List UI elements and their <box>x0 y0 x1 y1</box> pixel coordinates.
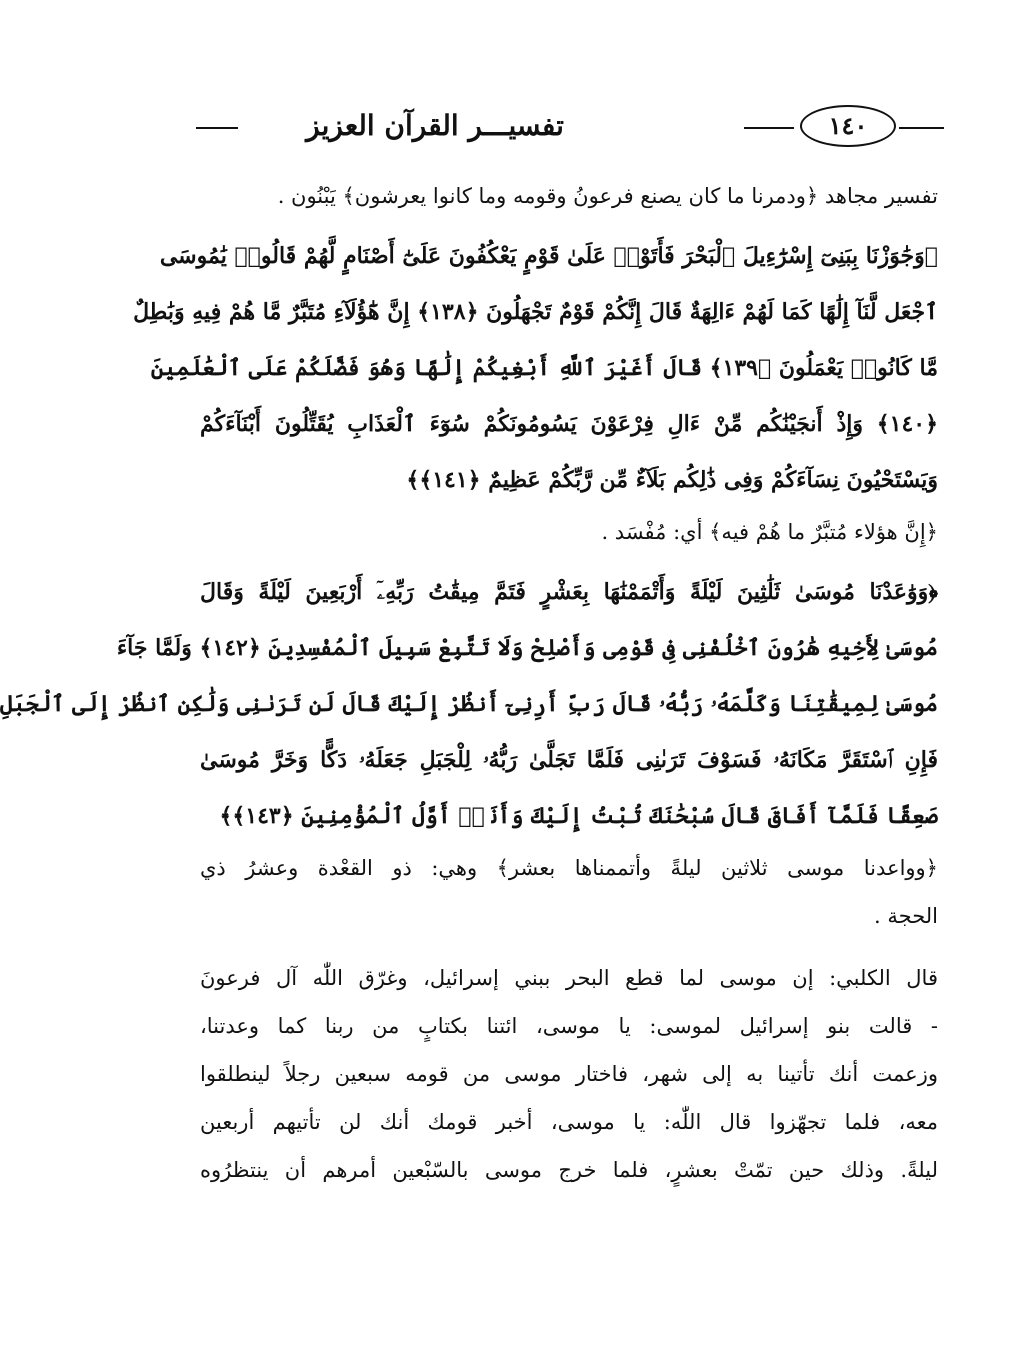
verse-line: ٱجْعَل لَّنَآ إِلَٰهًا كَمَا لَهُمْ ءَالِهَةٌ قَالَ إِنَّكُمْ قَوْمٌ تَجْهَلُونَ ﴿١٣٨﴾ إِنَّ هَٰٓؤُلَآءِ مُتَبَّرٌ مَّا هُمْ فِيهِ وَبَٰطِلٌ <box>133 299 938 325</box>
prose-paragraph <box>200 954 938 1194</box>
text-line: ﴿وواعدنا موسى ثلاثين ليلةً وأتممناها بعشر﴾ وهي: ذو القعْدة وعشرُ ذي <box>200 856 938 880</box>
quran-verse-block <box>0 564 938 844</box>
text-line: معه، فلما تجهّزوا قال اللّٰه: يا موسى، أخبر قومك أنك لن تأتيهم أربعين <box>200 1110 938 1134</box>
text-line: ليلةً. وذلك حين تمّتْ بعشرٍ، فلما خرج موسى بالسّبْعين أمرهم أن ينتظرُوه <box>200 1158 938 1182</box>
verse-line: مُوسَىٰ لِمِيقَٰتِنَا وَكَلَّمَهُۥ رَبُّهُۥ قَالَ رَبِّ أَرِنِىٓ أَنظُرْ إِلَيْكَ قَالَ لَن تَرَىٰنِى وَلَٰكِنِ ٱنظُرْ إِلَى ٱلْجَبَلِ <box>0 691 938 717</box>
verse-line: مُوسَىٰ لِأَخِيهِ هَٰرُونَ ٱخْلُفْنِى فِى قَوْمِى وَأَصْلِحْ وَلَا تَتَّبِعْ سَبِيلَ ٱلْمُفْسِدِينَ ﴿١٤٢﴾ وَلَمَّا جَآءَ <box>116 635 938 661</box>
prose-paragraph <box>200 508 938 556</box>
verse-line: صَعِقًا فَلَمَّآ أَفَاقَ قَالَ سُبْحَٰنَكَ تُبْتُ إِلَيْكَ وَأَنَا۠ أَوَّلُ ٱلْمُؤْمِنِينَ ﴿١٤٣﴾﴾ <box>219 803 938 829</box>
verse-line: ﴿وَجَٰوَزْنَا بِبَنِىٓ إِسْرَٰٓءِيلَ ٱلْبَحْرَ فَأَتَوْا۟ عَلَىٰ قَوْمٍ يَعْكُفُونَ عَلَىٰٓ أَصْنَامٍ لَّهُمْ قَالُوا۟ يَٰمُوسَى <box>159 243 938 269</box>
verse-line: مَّا كَانُوا۟ يَعْمَلُونَ ﴿١٣٩﴾ قَالَ أَغَيْرَ ٱللَّهِ أَبْغِيكُمْ إِلَٰهًا وَهُوَ فَضَّلَكُمْ عَلَى ٱلْعَٰلَمِينَ <box>150 355 938 381</box>
text-line: - قالت بنو إسرائيل لموسى: يا موسى، ائتنا بكتابٍ من ربنا كما وعدتنا، <box>200 1014 938 1038</box>
page-header <box>196 98 944 158</box>
verse-line: ﴿وَوَٰعَدْنَا مُوسَىٰ ثَلَٰثِينَ لَيْلَةً وَأَتْمَمْنَٰهَا بِعَشْرٍ فَتَمَّ مِيقَٰتُ رَبِّهِۦٓ أَرْبَعِينَ لَيْلَةً وَقَالَ <box>200 579 938 605</box>
verse-line: فَإِنِ ٱسْتَقَرَّ مَكَانَهُۥ فَسَوْفَ تَرَىٰنِى فَلَمَّا تَجَلَّىٰ رَبُّهُۥ لِلْجَبَلِ جَعَلَهُۥ دَكًّا وَخَرَّ مُوسَىٰ <box>200 747 938 773</box>
header-rule-middle <box>744 127 794 129</box>
page-body <box>0 172 938 1194</box>
text-line: ﴿إِنَّ هؤلاء مُتبَّرٌ ما هُمْ فيه﴾ أي: مُفْسَد . <box>601 520 938 544</box>
text-line: الحجة . <box>874 904 938 928</box>
verse-line: وَيَسْتَحْيُونَ نِسَآءَكُمْ وَفِى ذَٰلِكُم بَلَآءٌ مِّن رَّبِّكُمْ عَظِيمٌ ﴿١٤١﴾﴾ <box>406 467 938 493</box>
header-rule-left <box>196 127 238 129</box>
prose-paragraph <box>200 844 938 940</box>
quran-verse-block <box>133 228 938 508</box>
text-line: تفسير مجاهد ﴿ودمرنا ما كان يصنع فرعونُ وقومه وما كانوا يعرشون﴾ يَبْنُون . <box>277 184 938 208</box>
text-line: وزعمت أنك تأتينا به إلى شهر، فاختار موسى من قومه سبعين رجلاً لينطلقوا <box>200 1062 938 1086</box>
page-number: ١٤٠ <box>800 105 896 147</box>
text-line: قال الكلبي: إن موسى لما قطع البحر ببني إسرائيل، وغرّق اللّٰه آل فرعونَ <box>200 966 938 990</box>
verse-line: ﴿١٤٠﴾ وَإِذْ أَنجَيْنَٰكُم مِّنْ ءَالِ فِرْعَوْنَ يَسُومُونَكُمْ سُوٓءَ ٱلْعَذَابِ يُقَتِّلُونَ أَبْنَآءَكُمْ <box>200 411 938 437</box>
header-rule-right <box>899 127 944 129</box>
prose-paragraph <box>200 172 938 220</box>
running-title: تفسيـــر القرآن العزيز <box>306 109 564 142</box>
